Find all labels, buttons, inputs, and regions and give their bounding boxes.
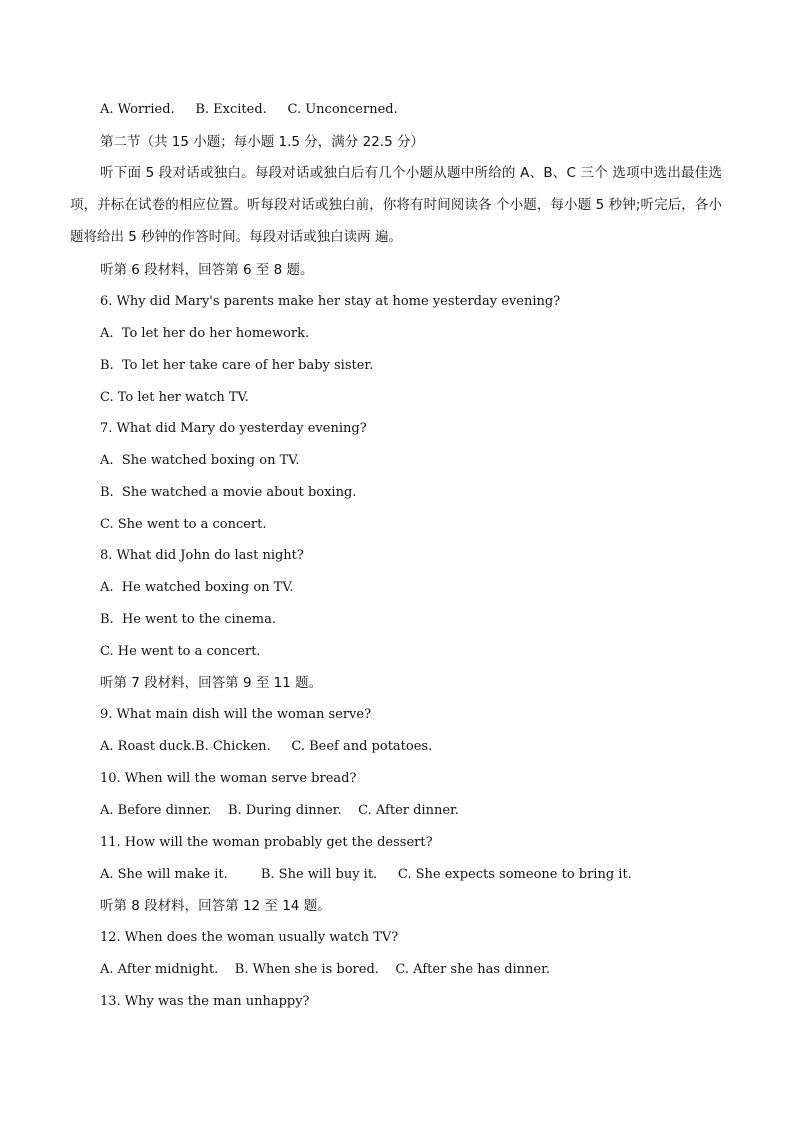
question-11: 11. How will the woman probably get the dessert? (100, 835, 433, 850)
question-10: 10. When will the woman serve bread? (100, 771, 357, 786)
section-2-instructions: 听下面 5 段对话或独白。每段对话或独白后有几个小题从题中所给的 A、B、C 三个 选项中选出最佳选项，并标在试卷的相应位置。听每段对话或独白前，你将有时间阅读各 个小题，每小题 5 秒钟;听完后，各小题将给出 5 秒钟的作答时间。每段对话或独白读两 遍。 (70, 165, 722, 245)
question-10-options: A. Before dinner. B. During dinner. C. After dinner. (100, 803, 459, 818)
question-7-option-b: B. She watched a movie about boxing. (100, 485, 357, 500)
question-7-option-c: C. She went to a concert. (100, 517, 267, 532)
question-11-options: A. She will make it. B. She will buy it. C. She expects someone to bring it. (100, 867, 632, 882)
material-6-heading: 听第 6 段材料，回答第 6 至 8 题。 (100, 262, 314, 278)
question-12-options: A. After midnight. B. When she is bored. C. After she has dinner. (100, 962, 551, 977)
question-8-option-a: A. He watched boxing on TV. (100, 580, 294, 595)
question-6-option-c: C. To let her watch TV. (100, 390, 249, 405)
question-6-option-a: A. To let her do her homework. (100, 326, 310, 341)
material-7-heading: 听第 7 段材料，回答第 9 至 11 题。 (100, 675, 323, 691)
material-8-heading: 听第 8 段材料，回答第 12 至 14 题。 (100, 898, 331, 914)
section-2-heading: 第二节（共 15 小题；每小题 1.5 分，满分 22.5 分） (100, 134, 424, 150)
question-9: 9. What main dish will the woman serve? (100, 707, 372, 722)
question-6: 6. Why did Mary's parents make her stay at home yesterday evening? (100, 294, 561, 309)
question-8-option-b: B. He went to the cinema. (100, 612, 276, 627)
question-9-options: A. Roast duck.B. Chicken. C. Beef and potatoes. (100, 739, 433, 754)
question-7-option-a: A. She watched boxing on TV. (100, 453, 300, 468)
question-8-option-c: C. He went to a concert. (100, 644, 261, 659)
question-12: 12. When does the woman usually watch TV? (100, 930, 399, 945)
question-7: 7. What did Mary do yesterday evening? (100, 421, 367, 436)
question-8: 8. What did John do last night? (100, 548, 304, 563)
q5-options: A. Worried. B. Excited. C. Unconcerned. (100, 102, 398, 117)
question-6-option-b: B. To let her take care of her baby sister. (100, 358, 374, 373)
question-13: 13. Why was the man unhappy? (100, 994, 310, 1009)
